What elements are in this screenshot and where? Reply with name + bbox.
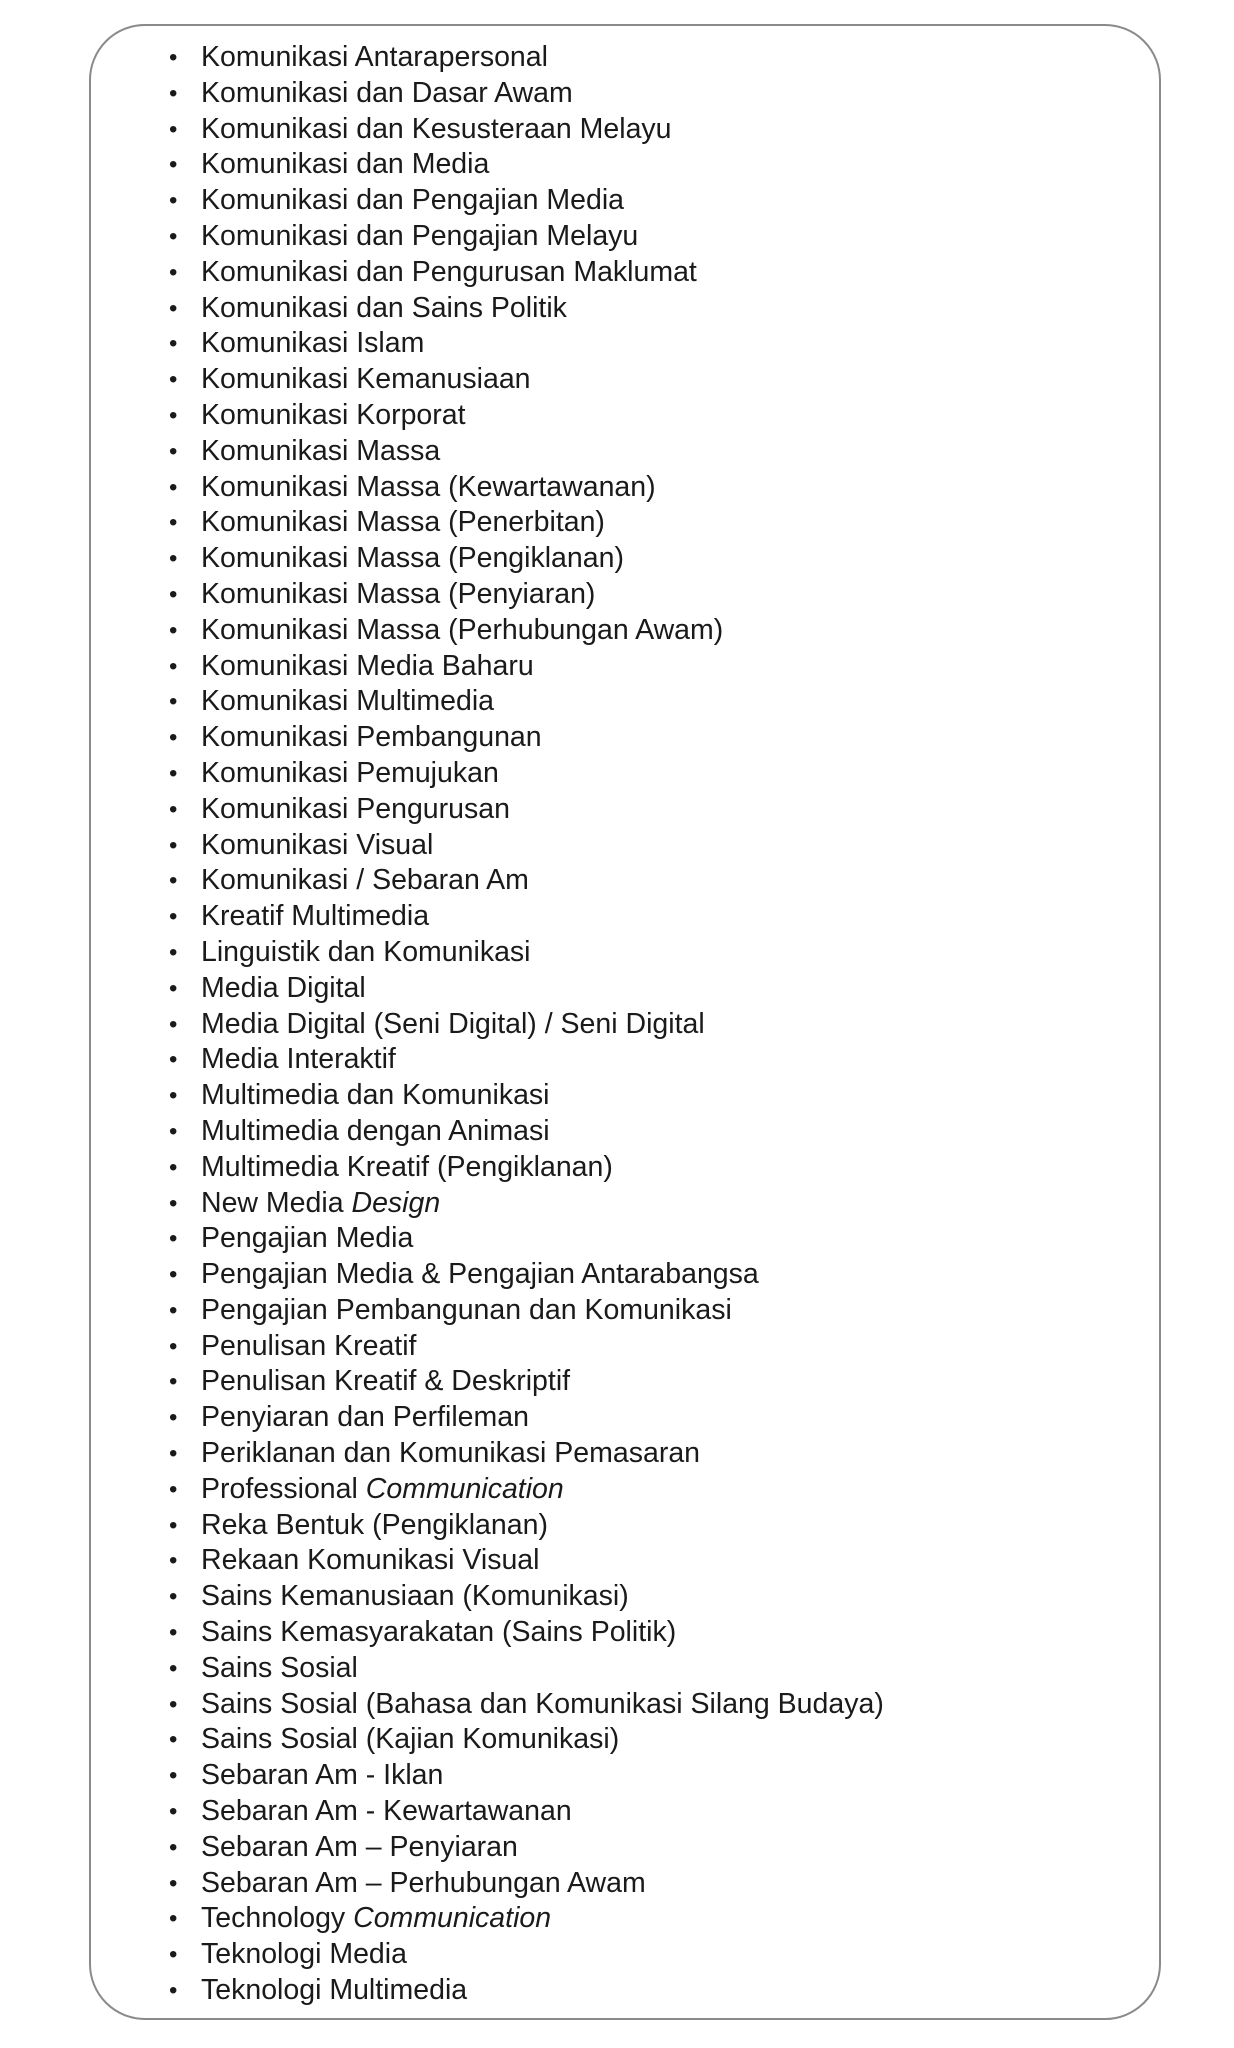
list-item-text: Pengajian Pembangunan dan Komunikasi [201,1293,732,1326]
list-item [169,1293,884,1329]
list-item-italic-text: Communication [365,1472,564,1505]
list-item [169,255,884,291]
list-item [169,1436,884,1472]
list-item [169,219,884,255]
list-item [169,398,884,434]
list-item-text: Komunikasi Pembangunan [201,721,542,754]
list-item-text: Penulisan Kreatif [201,1329,417,1362]
list-item-text: Sebaran Am – Perhubungan Awam [201,1866,646,1899]
list-item-text: Komunikasi dan Media [201,148,490,181]
list-item [169,1758,884,1794]
list-item [169,1973,884,2009]
list-item [169,1651,884,1687]
list-item [169,613,884,649]
list-item-text: Komunikasi Massa (Penerbitan) [201,506,605,539]
list-item [169,1901,884,1937]
list-item [169,541,884,577]
list-item [169,971,884,1007]
list-item-text: Penulisan Kreatif & Deskriptif [201,1365,571,1398]
list-item [169,1042,884,1078]
list-item [169,470,884,506]
list-item-text: Komunikasi Pemujukan [201,756,499,789]
list-item-text: Media Interaktif [201,1043,396,1076]
list-item-text: Komunikasi Antarapersonal [201,41,548,73]
list-item-text: Komunikasi Kemanusiaan [201,363,531,396]
list-item-text: Komunikasi Multimedia [201,685,495,718]
list-item-text: Sebaran Am - Iklan [201,1759,444,1792]
list-item-text: Komunikasi Massa (Kewartawanan) [201,470,656,503]
list-item [169,935,884,971]
list-item-text: Komunikasi Korporat [201,398,466,431]
list-item [169,1257,884,1293]
list-item [169,147,884,183]
list-item [169,1150,884,1186]
list-item [169,1794,884,1830]
list-item [169,291,884,327]
list-item [169,1543,884,1579]
list-item [169,577,884,613]
list-item-italic-text: Design [351,1186,441,1219]
list-item-text: Periklanan dan Komunikasi Pemasaran [201,1437,701,1470]
list-item-text: Technology [201,1902,354,1935]
list-item [169,1078,884,1114]
list-item [169,863,884,899]
list-item-text: Professional [201,1472,366,1505]
list-item [169,1579,884,1615]
list-item [169,1615,884,1651]
list-item-text: Teknologi Multimedia [201,1974,468,2007]
list-item-text: Komunikasi Massa (Perhubungan Awam) [201,613,724,646]
list-item [169,792,884,828]
list-item [169,828,884,864]
list-item [169,1329,884,1365]
list-item-text: Multimedia dengan Animasi [201,1114,550,1147]
list-item [169,1114,884,1150]
list-item [169,362,884,398]
list-item [169,76,884,112]
list-item [169,183,884,219]
list-item [169,1937,884,1973]
list-item-text: Komunikasi Islam [201,327,425,360]
list-item [169,649,884,685]
list-item [169,756,884,792]
list-item [169,1472,884,1508]
list-item-text: Sains Kemasyarakatan (Sains Politik) [201,1616,677,1649]
list-item [169,1007,884,1043]
list-item [169,1508,884,1544]
list-item-text: Pengajian Media [201,1222,414,1255]
list-item-text: Pengajian Media & Pengajian Antarabangsa [201,1258,759,1291]
list-item-text: Linguistik dan Komunikasi [201,935,531,968]
list-item [169,1722,884,1758]
list-item-text: Multimedia Kreatif (Pengiklanan) [201,1150,613,1183]
list-item-text: Sains Sosial [201,1651,358,1684]
list-item-text: Komunikasi dan Kesusteraan Melayu [201,112,672,145]
list-item [169,1364,884,1400]
list-item [169,1400,884,1436]
list-item-text: Komunikasi dan Pengajian Media [201,184,625,217]
list-item-text: Media Digital (Seni Digital) / Seni Digital [201,1007,705,1040]
list-item [169,112,884,148]
list-item-text: Sains Sosial (Kajian Komunikasi) [201,1723,620,1756]
list-item-text: Kreatif Multimedia [201,900,430,933]
list-item [169,505,884,541]
list-item-text: Komunikasi Massa (Pengiklanan) [201,542,624,575]
list-item [169,1221,884,1257]
program-list [169,40,884,2009]
list-item-text: Komunikasi Media Baharu [201,649,534,682]
list-item-text: Sebaran Am – Penyiaran [201,1830,518,1863]
list-item-text: Teknologi Media [201,1938,407,1971]
list-item-text: Komunikasi Massa [201,434,441,467]
list-item-text: Sains Sosial (Bahasa dan Komunikasi Silang Budaya) [201,1687,884,1720]
list-item-text: Komunikasi dan Dasar Awam [201,76,573,109]
list-item-text: New Media [201,1186,352,1219]
list-item-text: Reka Bentuk (Pengiklanan) [201,1508,548,1541]
list-item [169,684,884,720]
list-item [169,1830,884,1866]
program-list-card [89,24,1161,2020]
list-item-text: Komunikasi / Sebaran Am [201,864,529,897]
list-item-text: Komunikasi dan Sains Politik [201,291,567,324]
list-item [169,434,884,470]
list-item-text: Sains Kemanusiaan (Komunikasi) [201,1580,629,1613]
list-item [169,40,884,76]
list-item-text: Komunikasi dan Pengajian Melayu [201,219,639,252]
list-item [169,720,884,756]
list-item-text: Rekaan Komunikasi Visual [201,1544,540,1577]
list-item [169,326,884,362]
list-item-text: Komunikasi Massa (Penyiaran) [201,577,596,610]
list-item-text: Komunikasi dan Pengurusan Maklumat [201,255,697,288]
list-item-text: Komunikasi Visual [201,828,434,861]
list-item-italic-text: Communication [353,1902,552,1935]
list-item-text: Multimedia dan Komunikasi [201,1079,550,1112]
list-item-text: Sebaran Am - Kewartawanan [201,1795,572,1828]
list-item [169,899,884,935]
list-item-text: Komunikasi Pengurusan [201,792,510,825]
list-item-text: Penyiaran dan Perfileman [201,1401,529,1434]
list-item [169,1866,884,1902]
list-item [169,1186,884,1222]
list-item-text: Media Digital [201,971,366,1004]
list-item [169,1687,884,1723]
